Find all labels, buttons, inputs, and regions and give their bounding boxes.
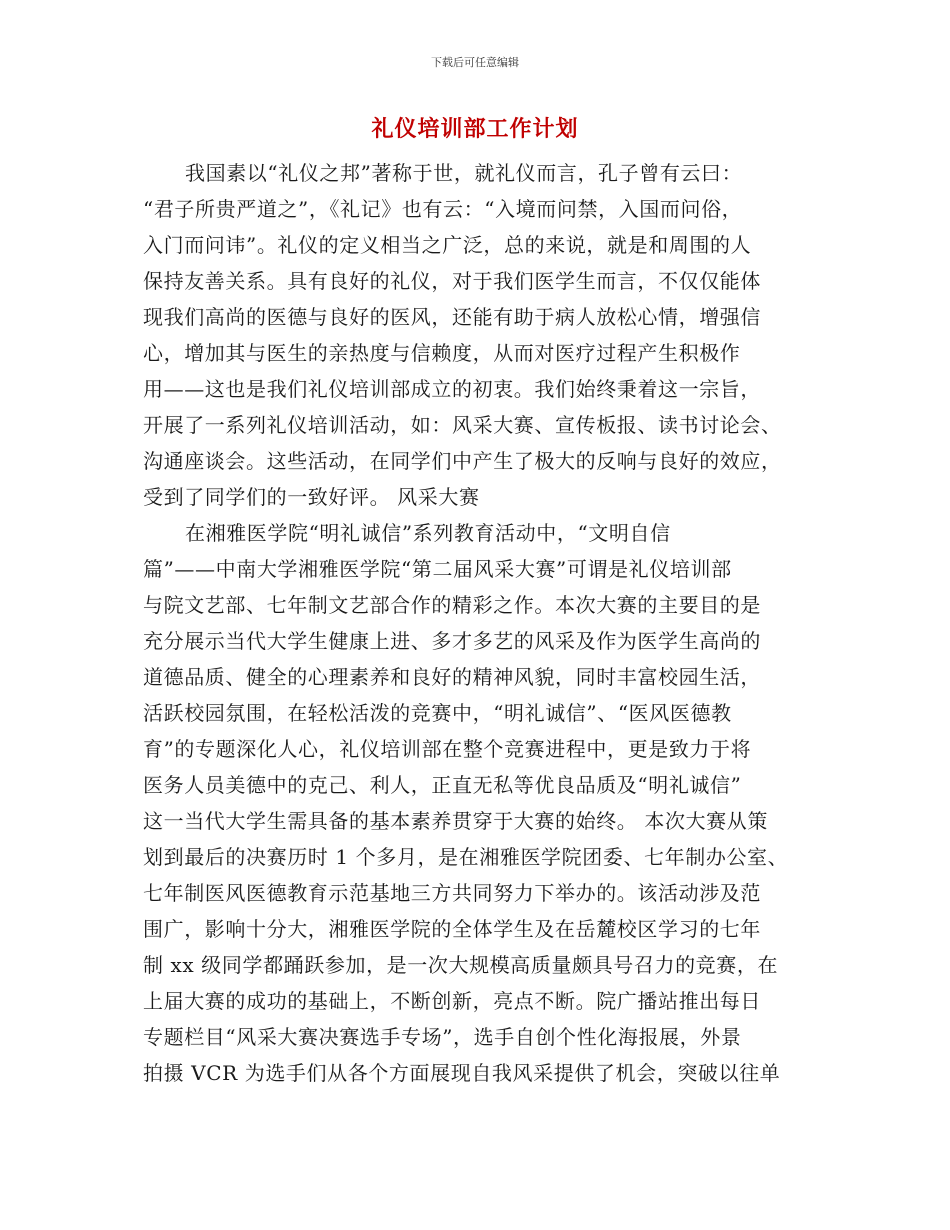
body-line: 在湘雅医学院“明礼诚信”系列教育活动中，“文明自信: [185, 521, 671, 545]
body-line: 拍摄 VCR 为选手们从各个方面展现自我风采提供了机会，突破以往单: [143, 1061, 781, 1085]
body-line: 围广，影响十分大，湘雅医学院的全体学生及在岳麓校区学习的七年: [143, 917, 761, 941]
body-line: 这一当代大学生需具备的基本素养贯穿于大赛的始终。 本次大赛从策: [143, 809, 768, 833]
body-line: 活跃校园氛围，在轻松活泼的竞赛中，“明礼诚信”、“医风医德教: [143, 701, 732, 725]
body-line: 我国素以“礼仪之邦”著称于世，就礼仪而言，孔子曾有云曰：: [185, 161, 743, 185]
body-line: 专题栏目“风采大赛决赛选手专场”，选手自创个性化海报展，外景: [143, 1025, 742, 1049]
body-line: 心，增加其与医生的亲热度与信赖度，从而对医疗过程产生积极作: [143, 341, 741, 365]
body-line: 开展了一系列礼仪培训活动，如：风采大赛、宣传板报、读书讨论会、: [143, 413, 782, 437]
body-line: 七年制医风医德教育示范基地三方共同努力下举办的。该活动涉及范: [143, 881, 761, 905]
body-line: 充分展示当代大学生健康上进、多才多艺的风采及作为医学生高尚的: [143, 629, 761, 653]
body-line: 用——这也是我们礼仪培训部成立的初衷。我们始终秉着这一宗旨，: [143, 377, 761, 401]
body-line: 保持友善关系。具有良好的礼仪，对于我们医学生而言，不仅仅能体: [143, 269, 761, 293]
body-line: 道德品质、健全的心理素养和良好的精神风貌，同时丰富校园生活，: [143, 665, 761, 689]
body-line: 上届大赛的成功的基础上，不断创新，亮点不断。院广播站推出每日: [143, 989, 761, 1013]
body-line: 制 xx 级同学都踊跃参加，是一次大规模高质量颇具号召力的竞赛，在: [143, 953, 779, 977]
header-note: 下载后可任意编辑: [431, 56, 519, 69]
body-line: 医务人员美德中的克己、利人，正直无私等优良品质及“明礼诚信”: [143, 773, 742, 797]
body-line: “君子所贵严道之”，《礼记》也有云：“入境而问禁，入国而问俗，: [143, 197, 743, 221]
body-line: 篇”——中南大学湘雅医学院“第二届风采大赛”可谓是礼仪培训部: [143, 557, 732, 581]
document-body: [143, 155, 823, 1091]
body-line: 育”的专题深化人心，礼仪培训部在整个竞赛进程中，更是致力于将: [143, 737, 752, 761]
body-line: 与院文艺部、七年制文艺部合作的精彩之作。本次大赛的主要目的是: [143, 593, 761, 617]
body-line: 入门而问讳”。礼仪的定义相当之广泛，总的来说，就是和周围的人: [143, 233, 752, 257]
document-title: 礼仪培训部工作计划: [371, 116, 579, 142]
body-line: 受到了同学们的一致好评。 风采大赛: [143, 485, 480, 509]
body-line: 划到最后的决赛历时 1 个多月，是在湘雅医学院团委、七年制办公室、: [143, 845, 789, 869]
body-line: 沟通座谈会。这些活动，在同学们中产生了极大的反响与良好的效应，: [143, 449, 782, 473]
body-line: 现我们高尚的医德与良好的医风，还能有助于病人放松心情，增强信: [143, 305, 761, 329]
